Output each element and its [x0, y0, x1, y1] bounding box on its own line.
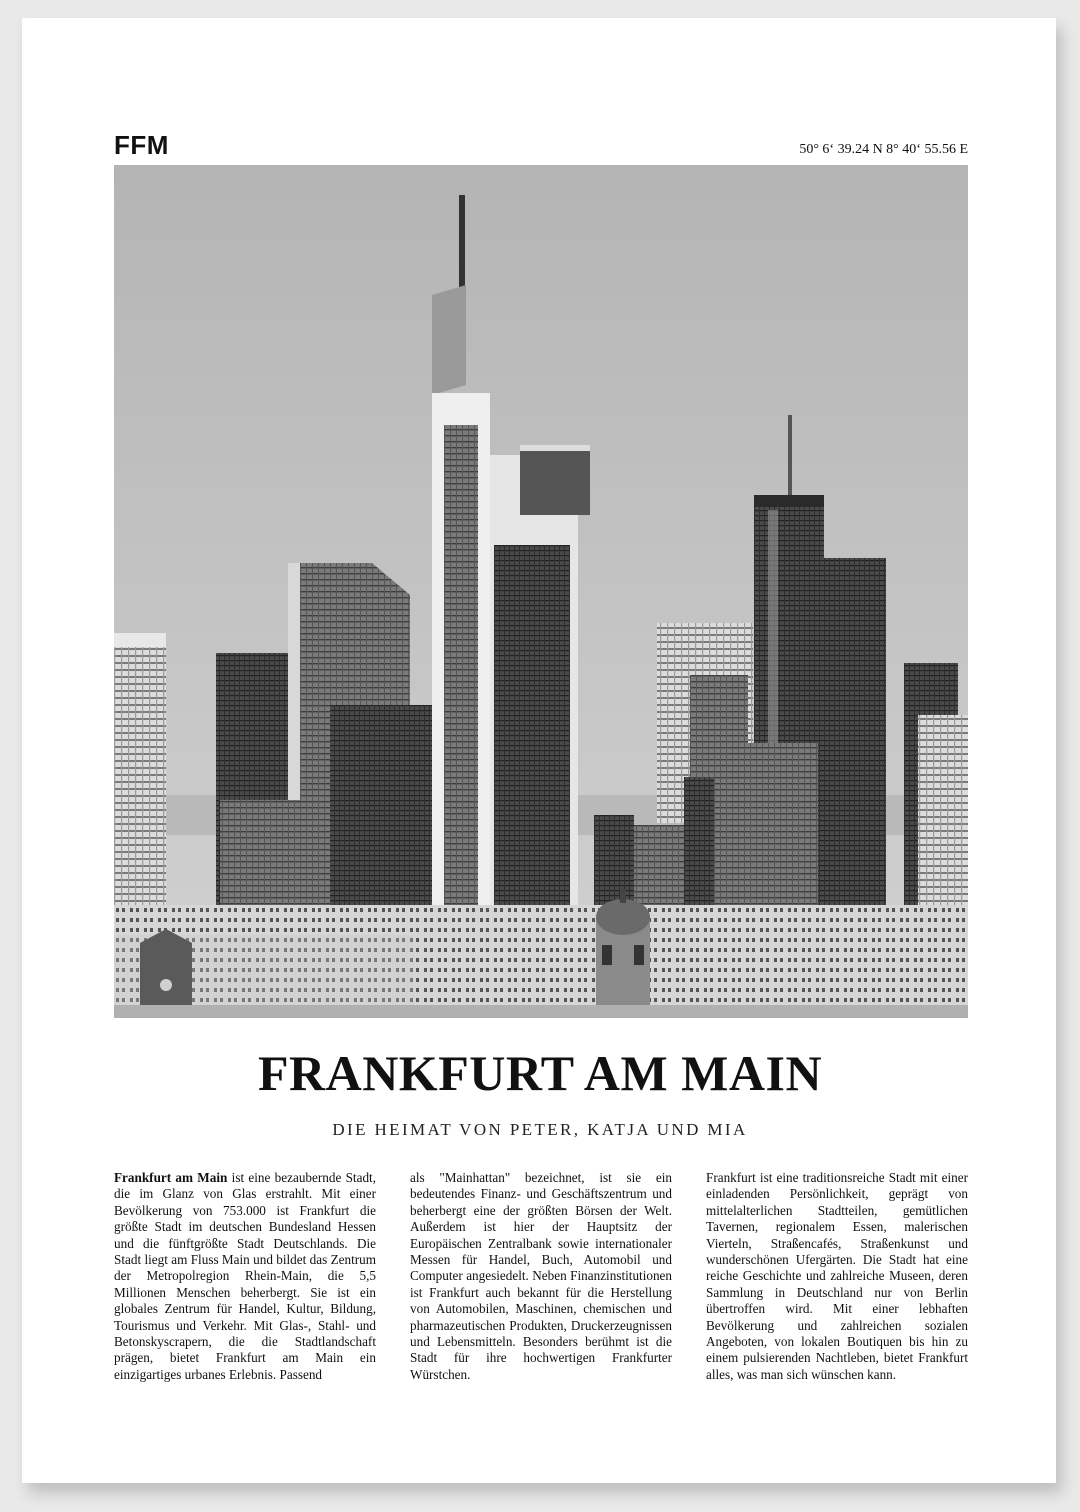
brand-label: FFM [114, 130, 169, 160]
lead-text: Frankfurt am Main [114, 1170, 228, 1185]
poster-title: FRANKFURT AM MAIN [257, 1045, 823, 1101]
text-column-2: als "Mainhattan" bezeichnet, ist sie ein bedeutendes Finanz- und Geschäftszentrum und beherbergt eine der größten Börsen der Welt. Außerdem ist hier der Hauptsitz der Europäischen Zentralbank sowie internationaler Messen für Handel, Buch, Automobil und Computer angesiedelt. Neben Finanzinstitutionen ist Frankfurt auch bekannt für die Herstellung von Automobilen, Maschinen, chemischen und pharmazeutischen Produkten, Druckerzeugnissen und Lebensmitteln. Besonders berühmt ist die Stadt für ihre hochwertigen Frankfurter Würstchen. [410, 1170, 672, 1382]
coordinates-label: 50° 6‘ 39.24 N 8° 40‘ 55.56 E [799, 142, 968, 157]
text-column-3: Frankfurt ist eine traditionsreiche Stadt mit einer einladenden Persönlichkeit, geprägt von mittelalterlichen Stadtteilen, gemütlichen Tavernen, regionalem Essen, malerischen Vierteln, Straßencafés, Straßenkunst und wunderschönen Ufergärten. Die Stadt hat eine reiche Geschichte und zahlreiche Museen, deren Sammlung in Deutschland nur von Berlin übertroffen wird. Mit einer lebhaften Bevölkerung und zahlreichen sozialen Angeboten, von lokalen Boutiquen bis hin zu einem pulsierenden Nachtleben, bietet Frankfurt alles, was man sich wünschen kann. [706, 1170, 968, 1382]
poster-subtitle: DIE HEIMAT VON PETER, KATJA UND MIA [332, 1120, 748, 1139]
column-1-body: ist eine bezaubernde Stadt, die im Glanz von Glas erstrahlt. Mit einer Bevölkerung von 753.000 ist Frankfurt die größte Stadt im deutschen Bundesland Hessen und die fünftgrößte Stadt Deutschlands. Die Stadt liegt am Fluss Main und bildet das Zentrum der Metropolregion Rhein-Main, die 5,5 Millionen Menschen beherbergt. Sie ist ein globales Zentrum für Handel, Kultur, Bildung, Tourismus und Verkehr. Mit Glas-, Stahl- und Betonskyscrapern, die die Stadtlandschaft prägen, bietet Frankfurt am Main ein einzigartiges urbanes Erlebnis. Passend [114, 1170, 376, 1382]
skyline-photo [114, 165, 968, 1018]
text-column-1 [114, 1170, 376, 1383]
